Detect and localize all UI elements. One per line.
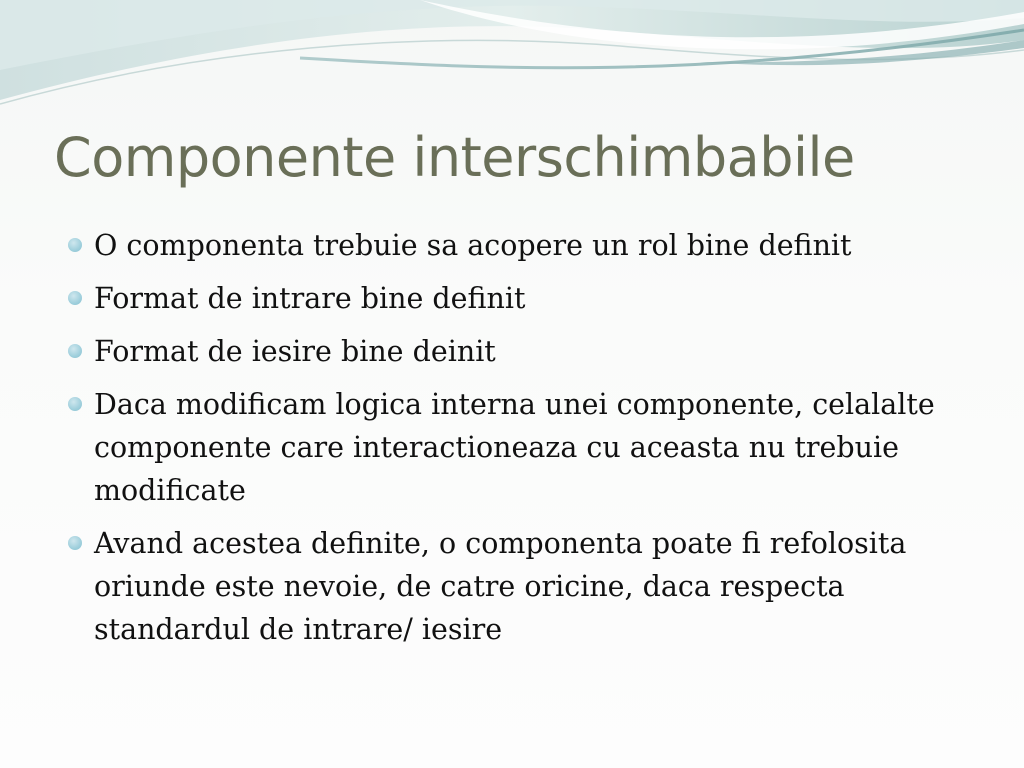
header-wave-decoration <box>0 0 1024 120</box>
slide-title: Componente interschimbabile <box>54 126 855 189</box>
bullet-item <box>68 224 948 267</box>
bullet-dot-icon <box>68 536 82 550</box>
bullet-text: Format de iesire bine deinit <box>94 335 496 368</box>
bullet-item <box>68 383 948 512</box>
bullet-dot-icon <box>68 344 82 358</box>
bullet-item <box>68 522 948 651</box>
bullet-text: Avand acestea definite, o componenta poate fi refolosita oriunde este nevoie, de catre oricine, daca respecta standardul de intrare/ iesire <box>94 527 907 646</box>
bullet-item <box>68 330 948 373</box>
bullet-dot-icon <box>68 397 82 411</box>
bullet-text: Format de intrare bine definit <box>94 282 526 315</box>
bullet-list <box>68 224 948 661</box>
bullet-text: Daca modificam logica interna unei componente, celalalte componente care interactioneaza cu aceasta nu trebuie modificate <box>94 388 935 507</box>
bullet-dot-icon <box>68 291 82 305</box>
bullet-text: O componenta trebuie sa acopere un rol bine definit <box>94 229 852 262</box>
bullet-item <box>68 277 948 320</box>
bullet-dot-icon <box>68 238 82 252</box>
